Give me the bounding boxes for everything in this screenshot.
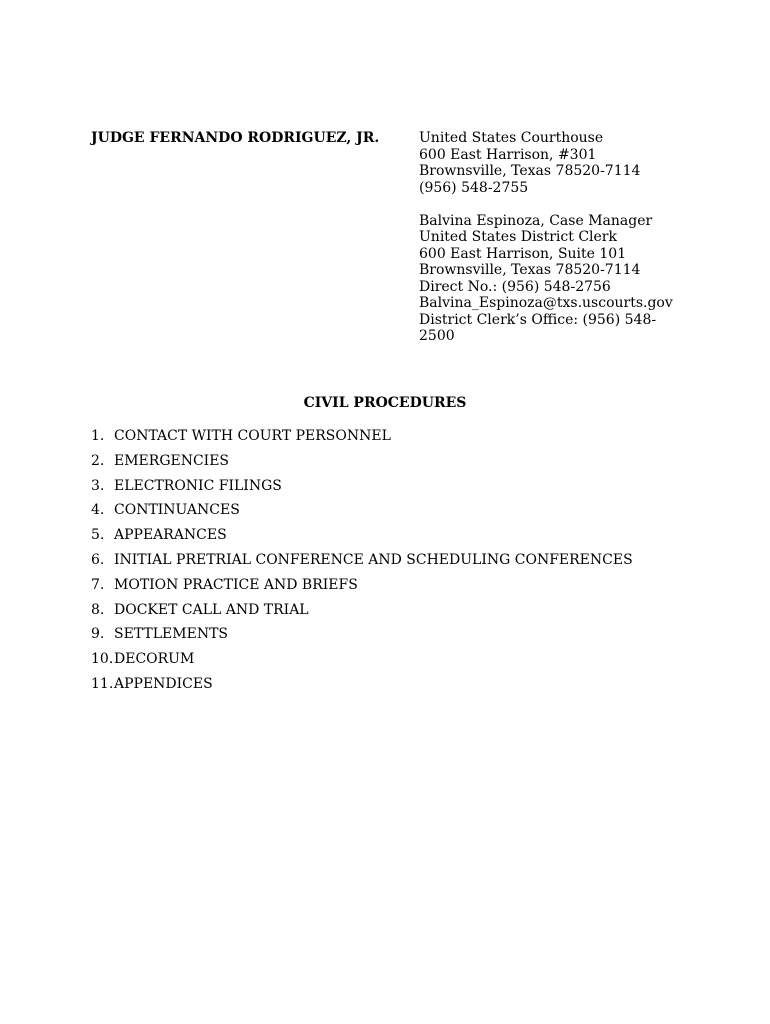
list-item <box>91 502 633 527</box>
list-item-label: DECORUM <box>114 651 195 668</box>
list-item <box>91 428 633 453</box>
courthouse-line: United States Courthouse <box>419 130 604 146</box>
list-item-label: ELECTRONIC FILINGS <box>114 477 282 494</box>
courthouse-line: 600 East Harrison, #301 <box>419 146 597 163</box>
address-block <box>419 130 689 345</box>
list-item-label: INITIAL PRETRIAL CONFERENCE AND SCHEDULING CONFERENCES <box>114 551 633 568</box>
list-item <box>91 651 633 676</box>
list-item-number: 9. <box>91 626 105 643</box>
case-manager-line: United States District Clerk <box>419 229 617 245</box>
case-manager-line: District Clerk’s Office: (956) 548- <box>419 311 657 328</box>
list-item <box>91 478 633 503</box>
judge-name: JUDGE FERNANDO RODRIGUEZ, JR. <box>91 130 380 146</box>
address-spacer <box>419 196 689 213</box>
case-manager-line: Balvina Espinoza, Case Manager <box>419 212 653 229</box>
list-item <box>91 552 633 577</box>
courthouse-line: Brownsville, Texas 78520-7114 <box>419 163 641 179</box>
list-item-label: MOTION PRACTICE AND BRIEFS <box>114 576 358 593</box>
list-item <box>91 626 633 651</box>
list-item-number: 10. <box>91 651 114 668</box>
list-item <box>91 453 633 478</box>
list-item-number: 6. <box>91 551 105 568</box>
list-item-number: 1. <box>91 428 105 444</box>
list-item-label: APPENDICES <box>114 675 213 692</box>
list-item-label: CONTINUANCES <box>114 502 240 519</box>
list-item-number: 8. <box>91 601 105 618</box>
list-item-number: 4. <box>91 502 105 519</box>
list-item-number: 3. <box>91 477 105 494</box>
courthouse-line: (956) 548-2755 <box>419 179 529 196</box>
list-item-number: 2. <box>91 452 105 469</box>
list-item-number: 11. <box>91 675 114 692</box>
list-item-label: EMERGENCIES <box>114 452 230 469</box>
case-manager-email: Balvina_Espinoza@txs.uscourts.gov <box>419 295 673 311</box>
list-item-label: DOCKET CALL AND TRIAL <box>114 601 309 618</box>
list-item-label: APPEARANCES <box>114 527 227 544</box>
list-item-label: SETTLEMENTS <box>114 626 228 643</box>
case-manager-line: Brownsville, Texas 78520-7114 <box>419 262 641 278</box>
case-manager-line: 2500 <box>419 328 455 344</box>
list-item <box>91 676 633 701</box>
list-item <box>91 602 633 627</box>
section-title: CIVIL PROCEDURES <box>303 395 467 411</box>
procedures-list <box>91 428 633 701</box>
case-manager-line: 600 East Harrison, Suite 101 <box>419 245 627 262</box>
case-manager-line: Direct No.: (956) 548-2756 <box>419 278 611 295</box>
list-item-number: 5. <box>91 527 105 544</box>
list-item-number: 7. <box>91 576 105 593</box>
list-item <box>91 527 633 552</box>
list-item-label: CONTACT WITH COURT PERSONNEL <box>114 428 391 444</box>
list-item <box>91 577 633 602</box>
